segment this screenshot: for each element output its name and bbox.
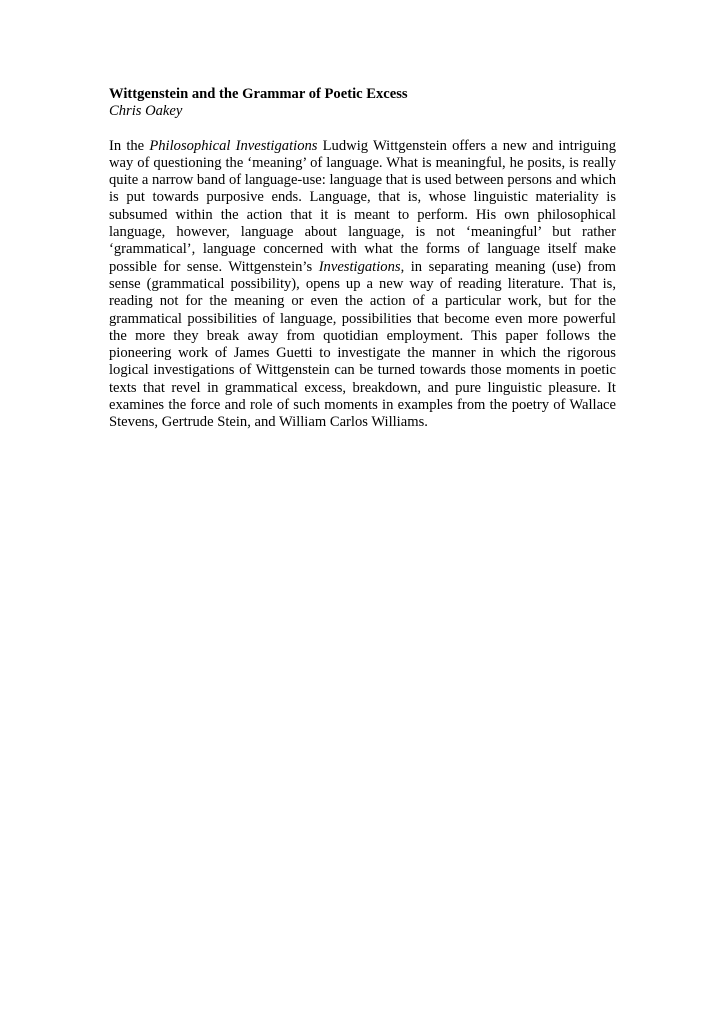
abstract-italic-title-2: Investigations: [318, 258, 401, 275]
abstract-text-3: , in separating meaning (use) from sense (grammatical possibility), opens up a new way of reading literature. That is, reading not for the meaning or even the action of a particular work, but for the grammatical possibilities of language, possibilities that become even more powerful the more they break away from quotidian employment. This paper follows the pioneering work of James Guetti to investigate the manner in which the rigorous logical investigations of Wittgenstein can be turned towards those moments in poetic texts that revel in grammatical excess, breakdown, and pure linguistic pleasure. It examines the force and role of such moments in examples from the poetry of Wallace Stevens, Gertrude Stein, and William Carlos Williams.: [109, 258, 616, 431]
abstract-text-1: In the: [109, 137, 150, 154]
document-author: Chris Oakey: [109, 103, 183, 120]
document-title: Wittgenstein and the Grammar of Poetic Excess: [109, 86, 408, 102]
abstract-text-2: Ludwig Wittgenstein offers a new and intriguing way of questioning the ‘meaning’ of language. What is meaningful, he posits, is really quite a narrow band of language-use: language that is used between persons and which is put towards purposive ends. Language, that is, whose linguistic materiality is subsumed within the action that it is meant to perform. His own philosophical language, however, language about language, is not ‘meaningful’ but rather ‘grammatical’, language concerned with what the forms of language itself make possible for sense. Wittgenstein’s: [109, 137, 616, 275]
abstract-paragraph: [109, 138, 616, 432]
abstract-italic-title-1: Philosophical Investigations: [149, 137, 318, 154]
document-content: [109, 86, 616, 432]
